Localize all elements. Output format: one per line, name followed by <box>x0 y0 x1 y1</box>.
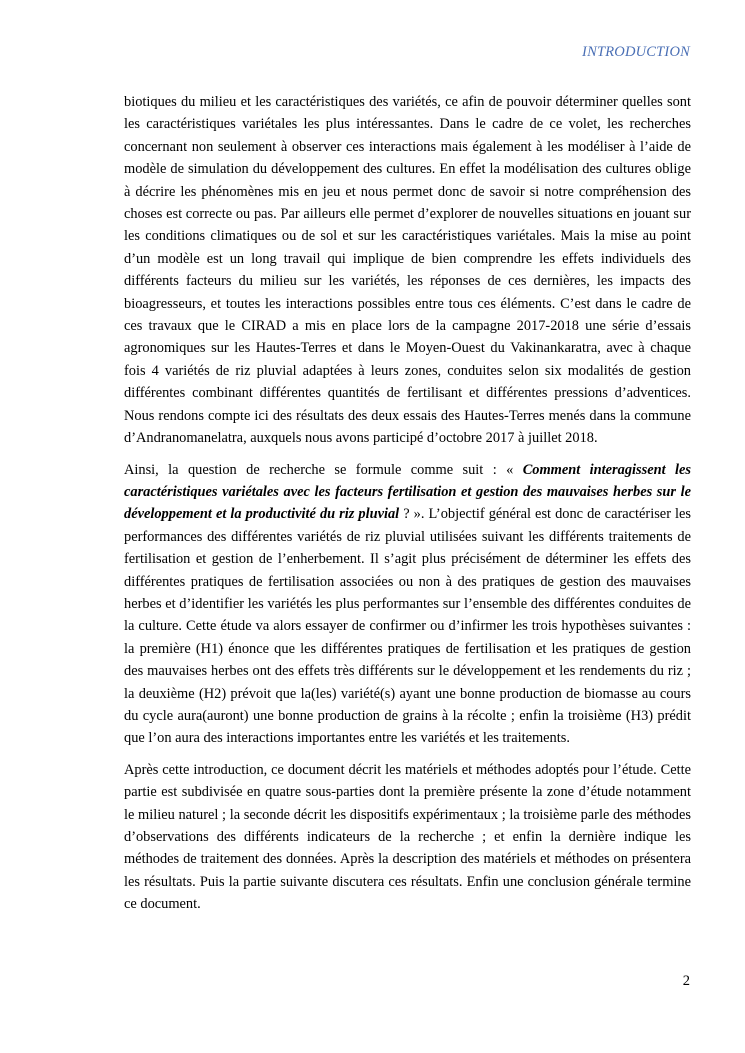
research-question-text: Comment interagissent les caractéristiques variétales avec les facteurs fertilisation et gestion des mauvaises herbes sur le développement et la productivité du riz pluvial <box>124 461 692 523</box>
paragraph-context: biotiques du milieu et les caractéristiques des variétés, ce afin de pouvoir déterminer quelles sont les caractéristiques variétales les plus intéressantes. Dans le cadre de ce volet, les recherches concernant non seulement à observer ces interactions mais également à les modéliser à l’aide de modèle de simulation du développement des cultures. En effet la modélisation des cultures oblige à décrire les phénomènes mis en jeu et nous permet donc de savoir si notre compréhension des choses est correcte ou pas. Par ailleurs elle permet d’explorer de nouvelles situations en jouant sur les conditions climatiques ou de sol et sur les caractéristiques variétales. Mais la mise au point d’un modèle est un long travail qui implique de bien comprendre les effets individuels des différents facteurs du milieu sur les variétés, les réponses de ces dernières, les impacts des bioagresseurs, et toutes les interactions possibles entre tous ces éléments. C’est dans le cadre de ces travaux que le CIRAD a mis en place lors de la campagne 2017-2018 une série d’essais agronomiques sur les Hautes-Terres et dans le Moyen-Ouest du Vakinankaratra, avec à chaque fois 4 variétés de riz pluvial adaptées à leurs zones, conduites selon six modalités de gestion différentes combinant différentes quantités de fertilisant et différentes pressions d’adventices. Nous rendons compte ici des résultats des deux essais des Hautes-Terres menés dans la commune d’Andranomanelatra, auxquels nous avons participé d’octobre 2017 à juillet 2018. <box>124 94 691 447</box>
paragraph-research-question <box>124 459 691 750</box>
research-question-lead: Ainsi, la question de recherche se formule comme suit : « <box>124 461 523 478</box>
running-header-section-title: INTRODUCTION <box>582 44 690 60</box>
paragraph-document-outline: Après cette introduction, ce document décrit les matériels et méthodes adoptés pour l’étude. Cette partie est subdivisée en quatre sous-parties dont la première présente la zone d’étude notamment le milieu naturel ; la seconde décrit les dispositifs expérimentaux ; la troisième parle des méthodes d’observations des différents indicateurs de la recherche ; et enfin la dernière indique les méthodes de traitement des données. Après la description des matériels et méthodes on présentera les résultats. Puis la partie suivante discutera ces résultats. Enfin une conclusion générale termine ce document. <box>124 761 691 913</box>
document-body <box>124 91 691 925</box>
research-objectives-text: ? ». L’objectif général est donc de caractériser les performances des différentes variétés de riz pluvial utilisées suivant les différents traitements de fertilisation et gestion de l’enherbement. Il s’agit plus précisément de déterminer les effets des différentes pratiques de fertilisation associées ou non à des pratiques de gestion des mauvaises herbes et d’identifier les variétés les plus performantes sur l’ensemble des différentes conduites de la culture. Cette étude va alors essayer de confirmer ou d’infirmer les trois hypothèses suivantes : la première (H1) énonce que les différentes pratiques de fertilisation et les pratiques de gestion des mauvaises herbes ont des effets très différents sur le développement et les rendements du riz ; la deuxième (H2) prévoit que la(les) variété(s) ayant une bonne production de biomasse au cours du cycle aura(auront) une bonne production de grains à la récolte ; enfin la troisième (H3) prédit que l’on aura des interactions importantes entre les variétés et les traitements. <box>124 506 691 747</box>
page-number: 2 <box>682 973 690 989</box>
